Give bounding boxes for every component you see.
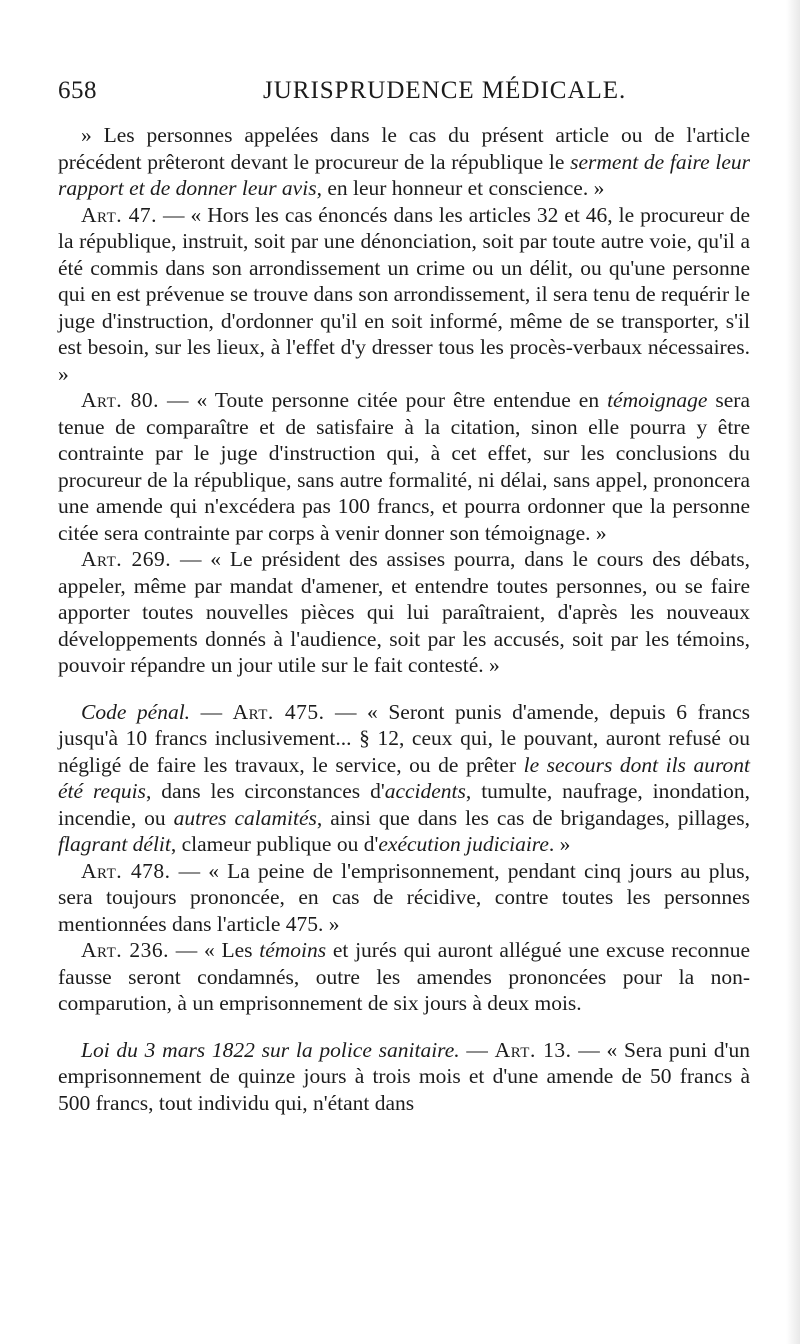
paragraph [58, 546, 750, 679]
paragraph [58, 699, 750, 858]
italic-run: Code pénal. [81, 699, 191, 724]
paragraph [58, 387, 750, 546]
article-label: Art. 269. [81, 547, 172, 571]
text-run: et jurés qui auront allégué une excuse reconnue fausse seront condamnés, outre les amendes prononcées pour la non-comparution, à un emprisonnement de six jours à deux mois. [58, 938, 751, 1015]
text-run: — « Les [169, 938, 260, 962]
italic-run: témoignage [607, 388, 708, 412]
article-label: Art. 236. [81, 938, 170, 962]
italic-run: autres calamités [173, 805, 317, 830]
italic-run: serment de faire leur rapport et de donner leur avis [58, 149, 750, 200]
page-edge-shadow [786, 0, 800, 1344]
text-run: — « Sera puni d'un emprisonnement de quinze jours à trois mois et d'une amende de 50 francs à 500 francs, tout individu qui, n'étant dans [58, 1037, 750, 1115]
paragraph [58, 1037, 750, 1117]
text-run: — « Seront punis d'amende, depuis 6 francs jusqu'à 10 francs inclusivement... § 12, ceux qui, le pouvant, auront refusé ou négligé de faire les travaux, le service, ou de prêter [58, 699, 751, 777]
article-label: Art. 478. [81, 858, 171, 883]
italic-run: témoins [259, 938, 327, 962]
italic-run: accidents [384, 779, 466, 803]
paragraph [58, 202, 750, 388]
italic-run: exécution judiciaire [378, 832, 549, 856]
paragraph [58, 858, 750, 938]
article-label: Art. 13. [494, 1037, 572, 1062]
italic-run: flagrant délit [58, 832, 171, 856]
text-run: — [190, 699, 233, 724]
page-number: 658 [58, 77, 97, 104]
text-run: , tumulte, naufrage, inondation, incendie, ou [58, 779, 750, 830]
page-body [58, 122, 750, 1116]
text-run: , ainsi que dans les cas de brigandages, pillages, [316, 805, 750, 830]
text-run: , dans les circonstances d' [145, 779, 385, 803]
italic-run: Loi du 3 mars 1822 sur la police sanitaire. [81, 1037, 460, 1062]
text-run: sera tenue de comparaître et de satisfaire à la citation, sinon elle pourra y être contrainte par le juge d'instruction qui, à cet effet, sur les conclusions du procureur de la république, sans autre formalité, ni délai, sans appel, prononcera une amende qui n'excédera pas 100 francs, et pourra ordonner que la personne citée sera contrainte par corps à venir donner son témoignage. » [58, 388, 750, 545]
article-label: Art. 47. [81, 202, 158, 227]
text-run: , en leur honneur et conscience. » [316, 176, 605, 200]
running-title: JURISPRUDENCE MÉDICALE. [263, 77, 627, 104]
text-run: — « Hors les cas énoncés dans les articles 32 et 46, le procureur de la république, instruit, soit par une dénonciation, soit par toute autre voie, qu'il a été commis dans son arrondissement un crime ou un délit, ou qu'une personne qui en est prévenue se trouve dans son arrondissement, il sera tenu de requérir le juge d'instruction, d'ordonner qu'il en soit informé, même de se transporter, s'il est besoin, sur les lieux, à l'effet d'y dresser tous les procès-verbaux nécessaires. » [58, 202, 750, 386]
text-run: — « Toute personne citée pour être entendue en [159, 388, 608, 412]
text-run: — [459, 1037, 495, 1062]
paragraph [58, 937, 750, 1017]
text-run: , clameur publique ou d' [170, 832, 379, 856]
text-run: — « Le président des assises pourra, dans le cours des débats, appeler, même par mandat d'amener, et entendre toutes personnes, ou se faire apporter toutes nouvelles pièces qui lui paraîtraient, d'après les nouveaux développements donnés à l'audience, soit par les accusés, soit par les témoins, pouvoir répandre un jour utile sur le fait contesté. » [58, 547, 750, 677]
paragraph [58, 122, 750, 202]
text-run: — « La peine de l'emprisonnement, pendant cinq jours au plus, sera toujours prononcée, en cas de récidive, contre toutes les personnes mentionnées dans l'article 475. » [58, 858, 750, 936]
article-label: Art. 80. [81, 388, 160, 412]
italic-run: le secours dont ils auront été requis [58, 752, 750, 803]
text-run: . » [548, 832, 571, 856]
text-run: » Les personnes appelées dans le cas du présent article ou de l'article précédent prêteront devant le procureur de la république le [58, 123, 750, 174]
article-label: Art. 475. [232, 699, 325, 724]
